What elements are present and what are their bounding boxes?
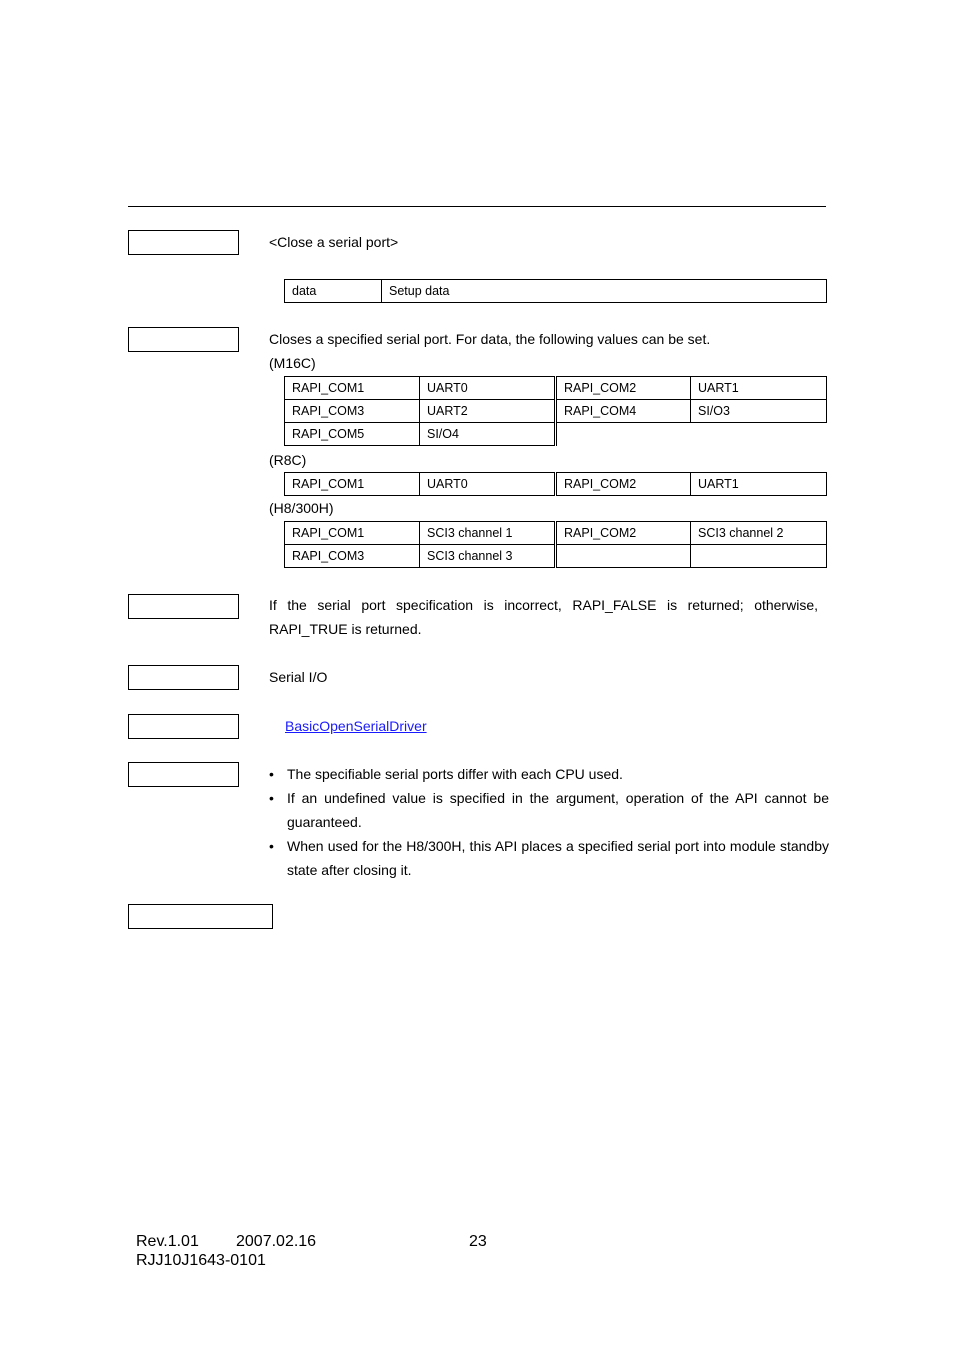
table-cell bbox=[691, 423, 827, 446]
table-cell: UART0 bbox=[420, 473, 556, 496]
header-rule bbox=[128, 206, 826, 207]
list-item bbox=[269, 762, 829, 786]
related-function bbox=[269, 714, 427, 738]
table-cell: RAPI_COM5 bbox=[285, 423, 420, 446]
table-row bbox=[285, 280, 827, 303]
m16c-table bbox=[284, 376, 827, 446]
table-cell: RAPI_COM4 bbox=[556, 400, 691, 423]
section-label-return-value bbox=[128, 594, 239, 619]
group-caption-m16c: (M16C) bbox=[269, 355, 316, 371]
description-text: Closes a specified serial port. For data, the following values can be set. bbox=[269, 331, 711, 347]
footer-revision: Rev.1.01 bbox=[136, 1233, 199, 1250]
h8-table bbox=[284, 521, 827, 568]
table-cell: RAPI_COM3 bbox=[285, 545, 420, 568]
section-label-notes bbox=[128, 762, 239, 787]
r8c-table bbox=[284, 472, 827, 496]
table-cell: SCI3 channel 2 bbox=[691, 522, 827, 545]
table-cell bbox=[691, 545, 827, 568]
group-caption-h8: (H8/300H) bbox=[269, 500, 334, 516]
param-name: data bbox=[285, 280, 382, 303]
table-row bbox=[285, 400, 827, 423]
table-cell: RAPI_COM3 bbox=[285, 400, 420, 423]
table-cell: UART1 bbox=[691, 377, 827, 400]
table-cell: SI/O3 bbox=[691, 400, 827, 423]
table-cell: SCI3 channel 1 bbox=[420, 522, 556, 545]
footer-date: 2007.02.16 bbox=[236, 1233, 317, 1250]
table-cell: RAPI_COM1 bbox=[285, 473, 420, 496]
table-row bbox=[285, 473, 827, 496]
function-type-text: Serial I/O bbox=[269, 669, 328, 685]
group-caption-r8c: (R8C) bbox=[269, 452, 307, 468]
list-item bbox=[269, 786, 829, 834]
page-number: 23 bbox=[469, 1233, 487, 1250]
section-label-example bbox=[128, 904, 273, 929]
table-cell: RAPI_COM1 bbox=[285, 522, 420, 545]
table-cell bbox=[556, 545, 691, 568]
table-cell: SI/O4 bbox=[420, 423, 556, 446]
table-row bbox=[285, 377, 827, 400]
parameter-table bbox=[284, 279, 827, 303]
table-row bbox=[285, 545, 827, 568]
section-label-related-function bbox=[128, 714, 239, 739]
section-label-description bbox=[128, 327, 239, 352]
section-label-synopsis bbox=[128, 230, 239, 255]
table-cell: RAPI_COM2 bbox=[556, 522, 691, 545]
table-row bbox=[285, 423, 827, 446]
function-title: <Close a serial port> bbox=[269, 234, 399, 250]
param-desc: Setup data bbox=[382, 280, 827, 303]
return-value-text: If the serial port specification is incorrect, RAPI_FALSE is returned; otherwise, RAPI_TRUE is returned. bbox=[269, 597, 818, 637]
bullet-icon: • bbox=[269, 766, 274, 782]
table-cell: RAPI_COM2 bbox=[556, 473, 691, 496]
bullet-icon: • bbox=[269, 838, 274, 854]
table-cell: RAPI_COM2 bbox=[556, 377, 691, 400]
section-label-function-type bbox=[128, 665, 239, 690]
notes-list bbox=[269, 762, 829, 882]
table-cell: SCI3 channel 3 bbox=[420, 545, 556, 568]
table-cell: UART0 bbox=[420, 377, 556, 400]
related-function-link[interactable] bbox=[269, 718, 427, 734]
table-row bbox=[285, 522, 827, 545]
note-text: The specifiable serial ports differ with each CPU used. bbox=[287, 766, 623, 782]
table-cell: UART1 bbox=[691, 473, 827, 496]
footer-doc-number: RJJ10J1643-0101 bbox=[136, 1252, 266, 1269]
table-cell bbox=[556, 423, 691, 446]
bullet-icon: • bbox=[269, 790, 274, 806]
table-cell: RAPI_COM1 bbox=[285, 377, 420, 400]
list-item bbox=[269, 834, 829, 882]
related-function-label: BasicOpenSerialDriver bbox=[285, 718, 427, 734]
table-cell: UART2 bbox=[420, 400, 556, 423]
note-text: If an undefined value is specified in the argument, operation of the API cannot be guaranteed. bbox=[287, 790, 829, 830]
note-text: When used for the H8/300H, this API places a specified serial port into module standby state after closing it. bbox=[287, 838, 829, 878]
